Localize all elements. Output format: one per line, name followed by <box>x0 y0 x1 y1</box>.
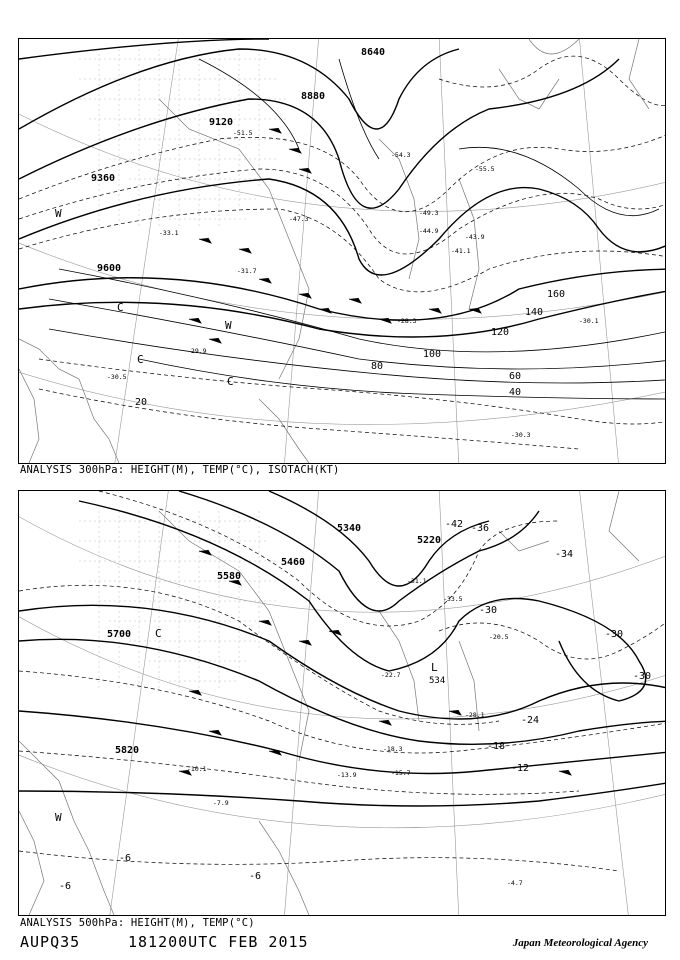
temp-label: -33.1 <box>159 229 179 237</box>
temp-label: -29.9 <box>187 347 207 355</box>
temp-label: -30.3 <box>511 431 531 439</box>
temp-label: -44.9 <box>419 227 439 235</box>
chart-code: AUPQ35 <box>20 933 81 951</box>
centre-labels <box>55 627 445 824</box>
caption-300hpa: ANALYSIS 300hPa: HEIGHT(M), TEMP(°C), ISOTACH(KT) <box>20 464 340 476</box>
isotherm-label: -34 <box>555 549 574 560</box>
temp-label: -20.5 <box>489 633 509 641</box>
temp-label: -18.3 <box>383 745 403 753</box>
height-label-5820: 5820 <box>115 745 140 756</box>
temp-label: -54.3 <box>391 151 411 159</box>
temp-label: -33.5 <box>443 595 463 603</box>
isotach-label-140: 140 <box>525 307 544 318</box>
centre-labels <box>55 207 234 388</box>
height-label-5460: 5460 <box>281 557 306 568</box>
centre-l: L <box>431 661 438 674</box>
isotherm-label: -6 <box>59 881 72 892</box>
terrain-hatch <box>79 511 279 691</box>
isotherm-label: -42 <box>445 519 464 530</box>
centre-w-1: W <box>55 207 62 220</box>
coastline <box>19 39 649 463</box>
isotherm-label: -30 <box>633 671 652 682</box>
isotach-label-40: 40 <box>509 387 522 398</box>
agency-name: Japan Meteorological Agency <box>512 937 648 949</box>
isotherm-label: -6 <box>249 871 262 882</box>
height-label-9600: 9600 <box>97 263 122 274</box>
temp-label: -43.9 <box>465 233 485 241</box>
caption-500hpa: ANALYSIS 500hPa: HEIGHT(M), TEMP(°C) <box>20 917 255 929</box>
isotach-label-100: 100 <box>423 349 442 360</box>
map-500hpa-chart <box>19 491 665 915</box>
temp-label: -4.7 <box>507 879 523 887</box>
height-label-5700: 5700 <box>107 629 132 640</box>
temp-label: -13.9 <box>337 771 357 779</box>
isotherm-label: -30 <box>479 605 498 616</box>
station-temps <box>107 129 599 439</box>
isotherms <box>19 491 665 871</box>
isotherm-label: -30 <box>605 629 624 640</box>
height-label-5580: 5580 <box>217 571 242 582</box>
isotherm-label: -18 <box>487 741 506 752</box>
centre-w: W <box>55 811 62 824</box>
centre-c-2: C <box>137 353 144 366</box>
centre-c-3: C <box>227 375 234 388</box>
isotachs <box>49 59 665 399</box>
temp-label: -49.3 <box>419 209 439 217</box>
temp-label: -41.1 <box>451 247 471 255</box>
temp-label: -15.7 <box>391 769 411 777</box>
isotherm-label: -24 <box>521 715 540 726</box>
temp-label: -31.7 <box>237 267 257 275</box>
height-label-5220: 5220 <box>417 535 442 546</box>
temp-label: -30.5 <box>107 373 127 381</box>
graticule <box>19 39 665 463</box>
isotherms <box>19 56 665 449</box>
analysis-time: 181200UTC FEB 2015 <box>128 933 309 951</box>
temp-label: -55.5 <box>475 165 495 173</box>
isotach-label-80: 80 <box>371 361 384 372</box>
temp-label: -31.1 <box>407 577 427 585</box>
isotach-label-120: 120 <box>491 327 510 338</box>
height-label-8640: 8640 <box>361 47 386 58</box>
low-value: 534 <box>429 676 446 686</box>
centre-c: C <box>155 627 162 640</box>
height-contours <box>19 39 665 337</box>
station-temps <box>187 577 523 887</box>
isotach-label-20: 20 <box>135 397 148 408</box>
centre-c-1: C <box>117 301 124 314</box>
centre-w-2: W <box>225 319 232 332</box>
temp-label: -28.1 <box>465 711 485 719</box>
height-label-8880: 8880 <box>301 91 326 102</box>
temp-label: -51.5 <box>233 129 253 137</box>
isotach-label-60: 60 <box>509 371 522 382</box>
isotach-label-160: 160 <box>547 289 566 300</box>
coastline <box>19 491 639 915</box>
temp-label: -22.7 <box>381 671 401 679</box>
height-label-9120: 9120 <box>209 117 234 128</box>
map-panel-500hpa <box>18 490 666 916</box>
map-panel-300hpa <box>18 38 666 464</box>
height-label-9360: 9360 <box>91 173 116 184</box>
temp-label: -30.1 <box>579 317 599 325</box>
temp-label: -47.3 <box>289 215 309 223</box>
height-label-5340: 5340 <box>337 523 362 534</box>
height-contours <box>19 491 665 806</box>
isotherm-label: -12 <box>511 763 530 774</box>
isotherm-label: -6 <box>119 853 132 864</box>
temp-label: -28.3 <box>397 317 417 325</box>
temp-label: -7.9 <box>213 799 229 807</box>
temp-label: -10.1 <box>187 765 207 773</box>
map-300hpa-chart <box>19 39 665 463</box>
isotherm-label: -36 <box>471 523 490 534</box>
